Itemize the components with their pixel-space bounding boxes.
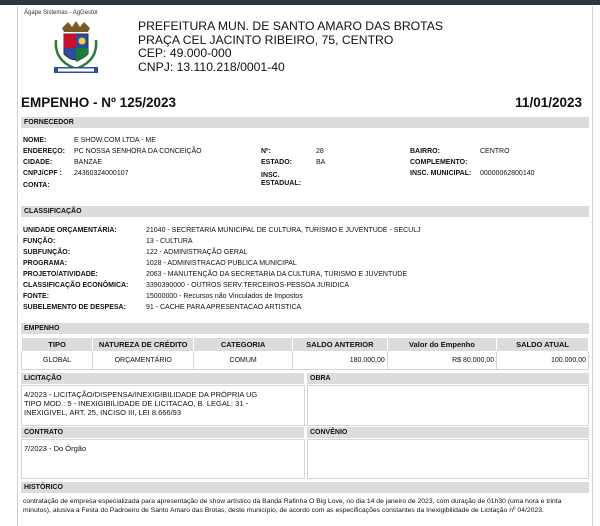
section-fornecedor: FORNECEDOR: [21, 117, 589, 128]
classificacao-value: 13 - CULTURA: [146, 238, 193, 245]
col-saldo-atual: SALDO ATUAL: [497, 338, 589, 352]
title-row: [21, 95, 588, 115]
convenio-box: [307, 439, 589, 479]
classificacao-label: SUBELEMENTO DE DESPESA:: [23, 304, 126, 311]
bairro-value: CENTRO: [480, 148, 510, 155]
empenho-data-row: [22, 352, 589, 370]
saldo-anterior-cell: 180.000,00: [293, 352, 388, 370]
insc-estadual-label-line1: INSC.: [261, 172, 280, 179]
classificacao-value: 15000000 - Recursos não Vinculados de Impostos: [146, 293, 303, 300]
classificacao-value: 122 - ADMINISTRAÇÃO GERAL: [146, 249, 248, 256]
col-tipo: TIPO: [22, 338, 93, 352]
conta-label: CONTA:: [23, 182, 50, 189]
estado-label: ESTADO:: [261, 159, 292, 166]
section-obra: OBRA: [307, 373, 589, 384]
complemento-label: COMPLEMENTO:: [410, 159, 468, 166]
insc-municipal-label: INSC. MUNICIPAL:: [410, 170, 472, 177]
col-natureza: NATUREZA DE CRÉDITO: [93, 338, 194, 352]
header-address: PRAÇA CEL JACINTO RIBEIRO, 75, CENTRO: [138, 32, 394, 47]
classificacao-label: PROJETO/ATIVIDADE:: [23, 271, 98, 278]
prefeitura-header: [138, 20, 443, 74]
classificacao-value: 3390390000 - OUTROS SERV.TERCEIROS-PESSOA JURIDICA: [146, 282, 350, 289]
classificacao-label: UNIDADE ORÇAMENTÁRIA:: [23, 227, 117, 234]
empenho-table: [21, 337, 589, 370]
saldo-atual-cell: 100.000,00: [497, 352, 589, 370]
classificacao-value: 2063 - MANUTENÇÃO DA SECRETARIA DA CULTURA, TURISMO E JUVENTUDE: [146, 271, 407, 278]
classificacao-label: FONTE:: [23, 293, 50, 300]
classificacao-value: 1028 - ADMINISTRACAO PUBLICA MUNICIPAL: [146, 260, 297, 267]
classificacao-value: 21040 - SECRETARIA MUNICIPAL DE CULTURA, TURISMO E JUVENTUDE - SECULJ: [146, 227, 421, 234]
licitacao-line: TIPO MOD.: 5 - INEXIGIBILIDADE DE LICITACAO, B. LEGAL: 31 -: [24, 399, 249, 408]
insc-municipal-value: 00000062800140: [480, 170, 535, 177]
historico-text: contratação de empresa especializada para apresentação de show artístico da Banda Rafinha O Big Love, no dia 14 de janeiro de 2023, com duração de 01h30 (uma hora e trinta minutos), alusiva a Festa do Padroeiro de Santo Amaro das Brotas, deste município, de acordo com as especificações constantes da Inexigibilidade de Licitação nº 04/2023.: [23, 498, 562, 514]
empenho-header-row: [22, 338, 589, 352]
cnpj-value: 24360324000107: [74, 170, 129, 177]
licitacao-line: 4/2023 - LICITAÇÃO/DISPENSA/INEXIGIBILIDADE DA PRÓPRIA UG: [24, 390, 258, 399]
municipal-coat-of-arms-icon: [48, 20, 104, 78]
classificacao-label: CLASSIFICAÇÃO ECONÔMICA:: [23, 282, 129, 289]
classificacao-value: 91 - CACHE PARA APRESENTACAO ARTISTICA: [146, 304, 302, 311]
nome-label: NOME:: [23, 137, 47, 144]
nome-value: E SHOW.COM LTDA - ME: [74, 137, 156, 144]
estado-value: BA: [316, 159, 326, 166]
insc-estadual-label-line2: ESTADUAL:: [261, 180, 301, 187]
contrato-value: 7/2023 - Do Órgão: [24, 444, 87, 453]
document-title: EMPENHO - Nº 125/2023: [21, 95, 176, 110]
licitacao-text: [24, 390, 257, 417]
categoria-cell: COMUM: [194, 352, 293, 370]
empenho-document: [17, 6, 593, 526]
section-convenio: CONVÊNIO: [307, 427, 589, 438]
cnpj-label: CNPJ/CPF :: [23, 170, 62, 177]
classificacao-label: FUNÇÃO:: [23, 238, 56, 245]
header-cnpj: CNPJ: 13.110.218/0001-40: [138, 59, 285, 74]
section-contrato: CONTRATO: [21, 427, 304, 438]
document-date: 11/01/2023: [515, 95, 582, 110]
system-name: Ágape Sistemas - AgGestor: [24, 10, 99, 16]
numero-label: Nº:: [261, 148, 271, 155]
cidade-value: BANZAE: [74, 159, 103, 166]
col-saldo-anterior: SALDO ANTERIOR: [293, 338, 388, 352]
classificacao-label: SUBFUNÇÃO:: [23, 249, 71, 256]
header-cep: CEP: 49.000-000: [138, 46, 232, 61]
header-name: PREFEITURA MUN. DE SANTO AMARO DAS BROTAS: [138, 19, 443, 33]
section-licitacao: LICITAÇÃO: [21, 373, 304, 384]
obra-box: [307, 385, 589, 426]
cidade-label: CIDADE:: [23, 159, 53, 166]
tipo-cell: GLOBAL: [22, 352, 93, 370]
section-historico: HISTÓRICO: [21, 482, 589, 493]
numero-value: 28: [316, 148, 324, 155]
licitacao-line: INEXIGIVEL, ART. 25, INCISO III, LEI 8.666/93: [24, 408, 182, 417]
section-classificacao: CLASSIFICAÇÃO: [21, 206, 589, 217]
natureza-cell: ORÇAMENTÁRIO: [93, 352, 194, 370]
endereco-value: PC NOSSA SENHORA DA CONCEIÇÃO: [74, 148, 202, 155]
endereco-label: ENDEREÇO:: [23, 148, 66, 155]
classificacao-label: PROGRAMA:: [23, 260, 67, 267]
valor-empenho-cell: R$ 80.000,00: [387, 352, 496, 370]
col-valor-empenho: Valor do Empenho: [387, 338, 496, 352]
window-top-bar: [0, 0, 600, 5]
col-categoria: CATEGORIA: [194, 338, 293, 352]
section-empenho: EMPENHO: [21, 323, 589, 334]
bairro-label: BAIRRO:: [410, 148, 440, 155]
